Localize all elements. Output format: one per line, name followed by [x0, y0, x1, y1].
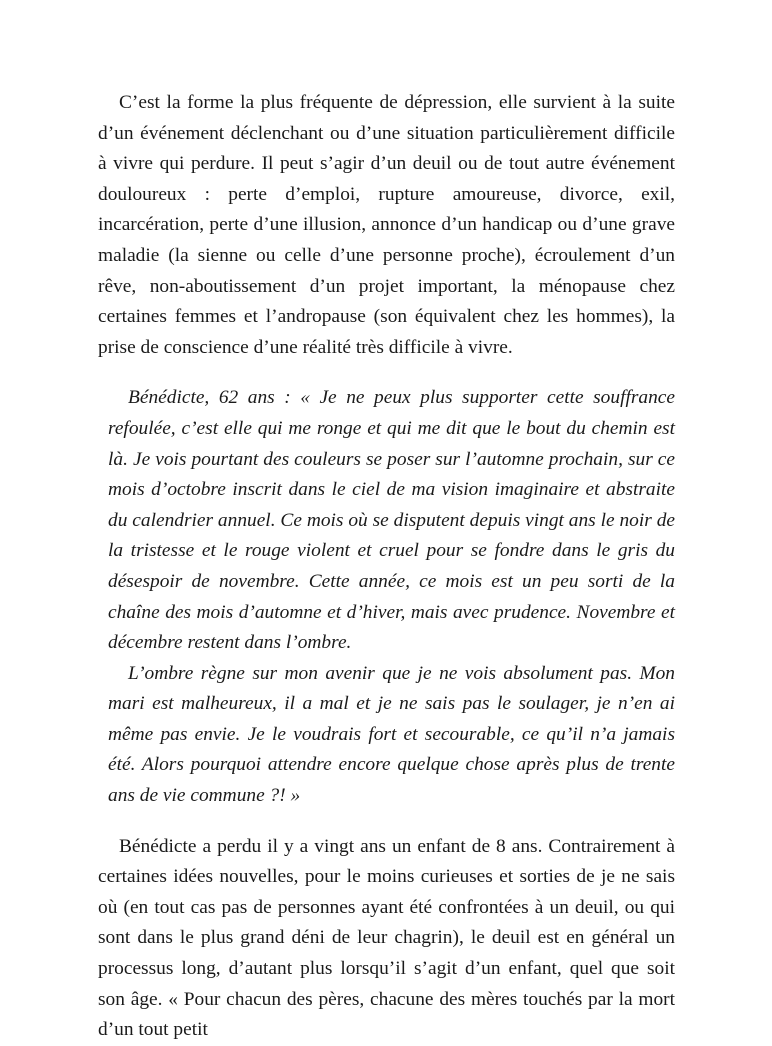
quote-paragraph-2: L’ombre règne sur mon avenir que je ne vois absolument pas. Mon mari est malheureux, il a mal et je ne sais pas le soulager, je n’en ai même pas envie. Je le voudrais fort et secourable, ce qu’il n’a jamais été. Alors pourquoi attendre encore quelque chose après plus de trente ans de vie commune ?! » [108, 662, 675, 807]
quote-paragraph-1: Bénédicte, 62 ans : « Je ne peux plus supporter cette souffrance refoulée, c’est elle qui me ronge et qui me dit que le bout du chemin est là. Je vois pourtant des couleurs se poser sur l’automne prochain, sur ce mois d’octobre inscrit dans le ciel de ma vision imaginaire et abstraite du calendrier annuel. Ce mois où se disputent depuis vingt ans le noir de la tristesse et le rouge violent et cruel pour se fondre dans le gris du désespoir de novembre. Cette année, ce mois est un peu sorti de la chaîne des mois d’automne et d’hiver, mais avec prudence. Novembre et décembre restent dans l’ombre. [108, 387, 675, 654]
document-page [98, 88, 675, 1046]
intro-paragraph: C’est la forme la plus fréquente de dépression, elle survient à la suite d’un événement déclenchant ou d’une situation particulièrement difficile à vivre qui perdure. Il peut s’agir d’un deuil ou de tout autre événement douloureux : perte d’emploi, rupture amoureuse, divorce, exil, incarcération, perte d’une illusion, annonce d’un handicap ou d’une grave maladie (la sienne ou celle d’une personne proche), écroulement d’un rêve, non-aboutissement d’un projet important, la ménopause chez certaines femmes et l’andropause (son équivalent chez les hommes), la prise de conscience d’une réalité très difficile à vivre. [98, 92, 675, 358]
closing-paragraph: Bénédicte a perdu il y a vingt ans un enfant de 8 ans. Contrairement à certaines idées nouvelles, pour le moins curieuses et sorties de je ne sais où (en tout cas pas de personnes ayant été confrontées à un deuil, ou qui sont dans le plus grand déni de leur chagrin), le deuil est en général un processus long, d’autant plus lorsqu’il s’agit d’un enfant, quel que soit son âge. « Pour chacun des pères, chacune des mères touchés par la mort d’un tout petit [98, 835, 675, 1041]
testimony-quote [108, 383, 675, 811]
